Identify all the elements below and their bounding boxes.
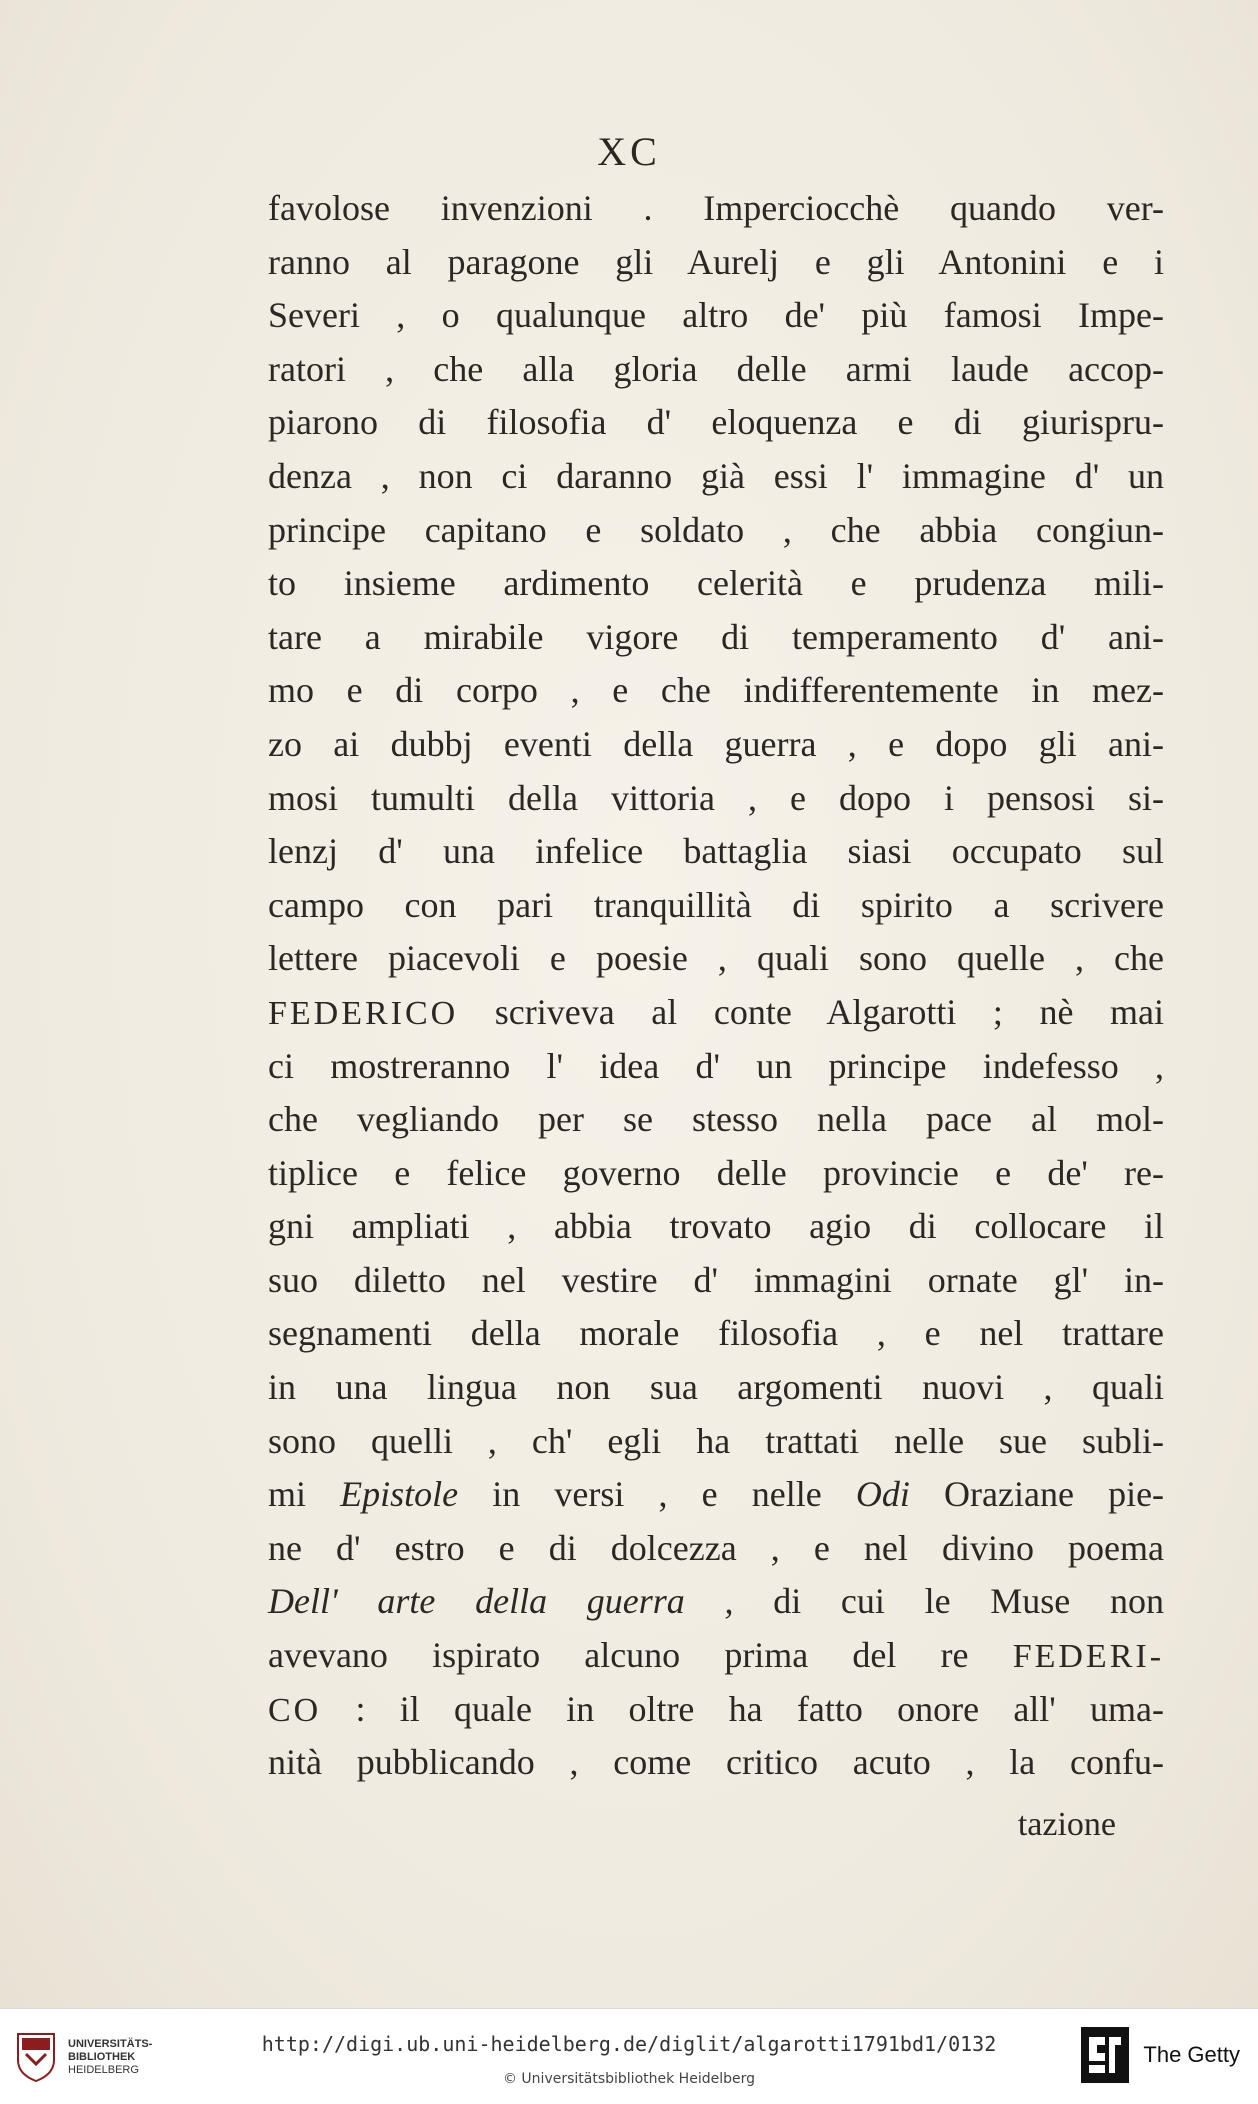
text-line: che vegliando per se stesso nella pace al mol- xyxy=(268,1099,1164,1140)
logo-line: UNIVERSITÄTS- xyxy=(68,2037,153,2050)
name-smallcaps: FEDERI- xyxy=(1012,1638,1165,1676)
text-line: ci mostreranno l' idea d' un principe indefesso , xyxy=(268,1045,1164,1086)
italic-title: Odi xyxy=(855,1474,910,1515)
text-line: campo con pari tranquillità di spirito a scrivere xyxy=(268,884,1164,925)
catchword: tazione xyxy=(1017,1806,1116,1843)
text-line: principe capitano e soldato , che abbia congiun- xyxy=(268,509,1164,550)
getty-label: The Getty xyxy=(1143,2042,1240,2067)
text-line: sono quelli , ch' egli ha trattati nelle sue subli- xyxy=(268,1420,1164,1461)
line-text: : il quale in oltre ha fatto onore all' uma- xyxy=(355,1688,1164,1729)
text-line: nità pubblicando , come critico acuto , la confu- xyxy=(268,1742,1164,1783)
text-line: to insieme ardimento celerità e prudenza mili- xyxy=(268,563,1164,604)
name-smallcaps: CO xyxy=(268,1691,322,1729)
logo-line: BIBLIOTHEK xyxy=(68,2050,136,2063)
line-text: Oraziane pie- xyxy=(944,1474,1165,1515)
text-line: suo diletto nel vestire d' immagini ornate gl' in- xyxy=(268,1259,1164,1300)
text-line: mosi tumulti della vittoria , e dopo i pensosi si- xyxy=(268,777,1164,818)
copyright-text: © Universitätsbibliothek Heidelberg xyxy=(502,2071,755,2087)
line-text: in versi , e nelle xyxy=(492,1474,822,1515)
logo-line: HEIDELBERG xyxy=(68,2063,139,2076)
getty-icon xyxy=(1081,2027,1129,2083)
text-line: piarono di filosofia d' eloquenza e di giurispru- xyxy=(268,402,1164,443)
text-line: lettere piacevoli e poesie , quali sono quelle , che xyxy=(268,938,1164,979)
name-smallcaps: FEDERICO xyxy=(268,994,459,1032)
italic-title: Epistole xyxy=(340,1474,459,1515)
text-line xyxy=(268,986,1164,1040)
text-line xyxy=(268,1629,1164,1683)
text-line xyxy=(268,1468,1164,1522)
italic-title: Dell' arte della guerra , xyxy=(268,1581,734,1622)
text-line xyxy=(268,1683,1164,1737)
text-line: gni ampliati , abbia trovato agio di collocare il xyxy=(268,1206,1164,1247)
body-text xyxy=(268,182,1164,1790)
text-line: denza , non ci daranno già essi l' immagine d' un xyxy=(268,455,1164,496)
text-line: ranno al paragone gli Aurelj e gli Antonini e i xyxy=(268,241,1164,282)
line-text: avevano ispirato alcuno prima del re xyxy=(268,1635,969,1676)
page-number: XC xyxy=(597,129,661,174)
footer-bar xyxy=(0,2008,1258,2104)
text-line: tiplice e felice governo delle provincie e de' re- xyxy=(268,1152,1164,1193)
text-line: in una lingua non sua argomenti nuovi , quali xyxy=(268,1367,1164,1408)
text-line: tare a mirabile vigore di temperamento d' ani- xyxy=(268,616,1164,657)
getty-logo[interactable] xyxy=(1081,2027,1240,2083)
source-url-link[interactable]: http://digi.ub.uni-heidelberg.de/diglit/algarotti1791bd1/0132 xyxy=(261,2032,997,2056)
line-text: mi xyxy=(268,1474,307,1515)
line-text: scriveva al conte Algarotti ; nè mai xyxy=(494,991,1164,1032)
text-line: lenzj d' una infelice battaglia siasi occupato sul xyxy=(268,831,1164,872)
text-line: mo e di corpo , e che indifferentemente in mez- xyxy=(268,670,1164,711)
line-text: di cui le Muse non xyxy=(773,1581,1164,1622)
text-line: favolose invenzioni . Imperciocchè quando ver- xyxy=(268,188,1164,228)
text-line: segnamenti della morale filosofia , e nel trattare xyxy=(268,1313,1164,1354)
text-line: zo ai dubbj eventi della guerra , e dopo gli ani- xyxy=(268,723,1164,764)
text-line: Severi , o qualunque altro de' più famosi Impe- xyxy=(268,295,1164,336)
text-line: ne d' estro e di dolcezza , e nel divino poema xyxy=(268,1527,1164,1568)
text-line: ratori , che alla gloria delle armi laude accop- xyxy=(268,348,1164,389)
text-line xyxy=(268,1575,1164,1629)
